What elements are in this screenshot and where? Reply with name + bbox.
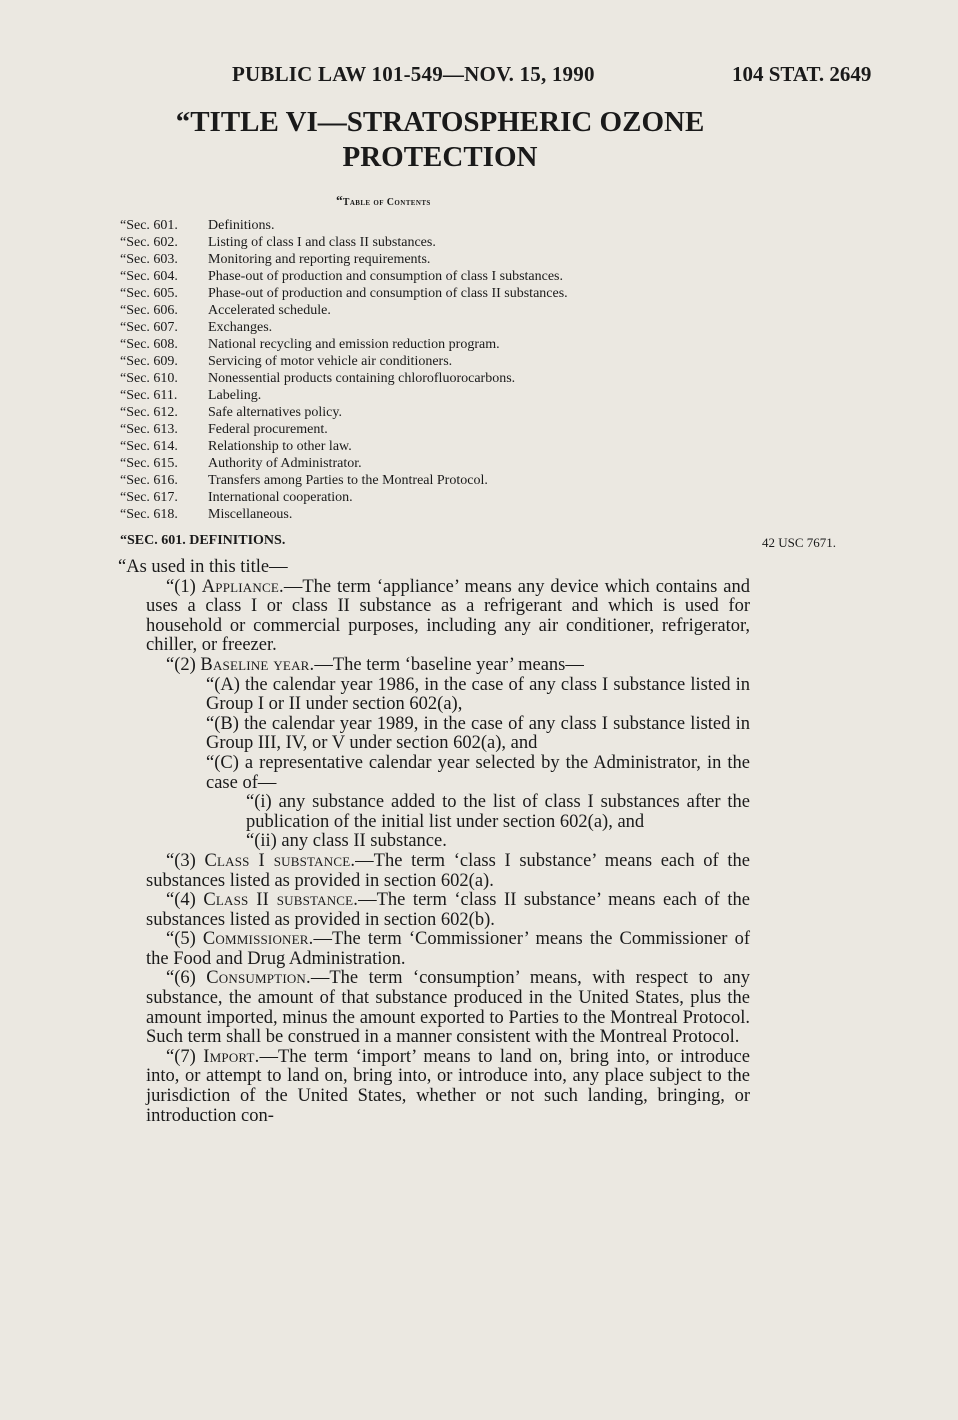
toc-entry [120,455,740,472]
definition-commissioner [146,930,750,969]
running-header-law: PUBLIC LAW 101-549—NOV. 15, 1990 [232,62,595,86]
toc-entry-label: Phase-out of production and consumption of class II substances. [208,286,568,301]
toc-entry-number: “Sec. 603. [120,252,178,267]
definitions-body [118,557,750,1126]
definition-text: —The term ‘appliance’ means any device which contains and uses a class I or class II substance as a refrigerant and which is used for household or commercial purposes, including any air conditioner, refrigerator, chiller, or freezer. [146,576,750,656]
clause-ii: “(ii) any class II substance. [246,831,447,852]
toc-entry-number: “Sec. 616. [120,473,178,488]
definition-term: Import. [203,1046,260,1067]
definition-text: —The term ‘import’ means to land on, bring into, or introduce into, or attempt to land on, bring into, or introduce into, any place subject to the jurisdiction of the United States, whether or not such landing, bringing, or introduction con- [146,1046,750,1126]
toc-entry-number: “Sec. 613. [120,422,178,437]
toc-entry-number: “Sec. 618. [120,507,178,522]
toc-entry-number: “Sec. 602. [120,235,178,250]
toc-heading [336,193,431,209]
toc-entry-label: Federal procurement. [208,422,328,437]
toc-entry-label: Listing of class I and class II substances. [208,235,436,250]
definition-number: “(6) [166,968,207,989]
running-header-stat: 104 STAT. 2649 [732,62,872,86]
toc-entry-label: Authority of Administrator. [208,456,362,471]
definition-text: —The term ‘Commissioner’ means the Commissioner of the Food and Drug Administration. [146,929,750,969]
definition-number: “(3) [166,850,205,871]
definition-class-i [146,852,750,891]
definition-text: —The term ‘class I substance’ means each of the substances listed as provided in section 602(a). [146,850,750,891]
toc-entry-label: Definitions. [208,218,275,233]
toc-entry [120,489,740,506]
toc-entry [120,421,740,438]
section-heading: “SEC. 601. DEFINITIONS. [120,533,286,548]
toc-entry [120,268,740,285]
table-of-contents [120,217,740,523]
clause-i: “(i) any substance added to the list of class I substances after the publication of the initial list under section 602(a), and [246,792,750,832]
definition-term: Class I substance. [204,850,356,871]
toc-entry-number: “Sec. 604. [120,269,178,284]
title-heading [160,105,720,175]
toc-entry-number: “Sec. 608. [120,337,178,352]
toc-entry [120,234,740,251]
toc-entry-number: “Sec. 601. [120,218,178,233]
toc-heading-text: Table of Contents [342,197,431,208]
usc-margin-note: 42 USC 7671. [762,535,837,550]
toc-entry [120,285,740,302]
definition-baseline-year [146,656,750,676]
toc-entry [120,506,740,523]
toc-entry [120,353,740,370]
subparagraph-c: “(C) a representative calendar year selected by the Administrator, in the case of— [206,752,750,793]
definition-number: “(5) [166,929,203,950]
toc-entry-label: Relationship to other law. [208,439,352,454]
definition-text: —The term ‘consumption’ means, with respect to any substance, the amount of that substance produced in the United States, plus the amount imported, minus the amount exported to Parties to the Montreal Protocol. Such term shall be construed in a manner consistent with the Montreal Protocol. [146,968,750,1048]
toc-entry-number: “Sec. 606. [120,303,178,318]
toc-entry-label: Accelerated schedule. [208,303,331,318]
definition-class-ii [146,891,750,930]
definition-term: Baseline year. [200,654,315,675]
toc-entry-label: International cooperation. [208,490,353,505]
definition-appliance [146,578,750,656]
toc-entry-label: Phase-out of production and consumption of class I substances. [208,269,563,284]
toc-entry-label: Labeling. [208,388,262,403]
toc-entry-number: “Sec. 617. [120,490,178,505]
definition-number: “(2) [166,654,201,675]
toc-entry [120,336,740,353]
toc-entry-label: Servicing of motor vehicle air conditioners. [208,354,453,369]
definition-consumption [146,969,750,1047]
toc-entry-number: “Sec. 607. [120,320,178,335]
definition-number: “(1) [166,576,202,597]
toc-entry-label: Exchanges. [208,320,273,335]
definition-text: —The term ‘class II substance’ means each of the substances listed as provided in section 602(b). [146,890,750,930]
definition-term: Appliance. [201,576,284,597]
toc-entry [120,370,740,387]
subparagraph-a: “(A) the calendar year 1986, in the case of any class I substance listed in Group I or II under section 602(a), [206,674,750,715]
definition-number: “(4) [166,890,204,911]
definition-import [146,1048,750,1126]
definition-term: Class II substance. [203,890,359,911]
toc-heading-quote: “ [336,193,343,208]
toc-entry-number: “Sec. 610. [120,371,178,386]
definition-term: Commissioner. [202,929,314,950]
toc-entry [120,319,740,336]
toc-entry-label: National recycling and emission reduction program. [208,337,500,352]
subparagraph-b: “(B) the calendar year 1989, in the case of any class I substance listed in Group III, IV, or V under section 602(a), and [206,713,750,754]
definition-term: Consumption. [206,968,311,989]
toc-entry-label: Miscellaneous. [208,507,293,522]
toc-entry [120,387,740,404]
definition-number: “(7) [166,1046,204,1067]
toc-entry-number: “Sec. 609. [120,354,178,369]
toc-entry-number: “Sec. 612. [120,405,178,420]
toc-entry [120,438,740,455]
toc-entry-number: “Sec. 605. [120,286,178,301]
toc-entry [120,404,740,421]
toc-entry-label: Safe alternatives policy. [208,405,342,420]
toc-entry-number: “Sec. 615. [120,456,178,471]
title-line-2: PROTECTION [342,141,538,173]
definition-text: —The term ‘baseline year’ means— [314,654,584,675]
intro-line: “As used in this title— [118,557,288,577]
toc-entry-label: Nonessential products containing chlorofluorocarbons. [208,371,516,386]
toc-entry [120,251,740,268]
toc-entry-number: “Sec. 614. [120,439,178,454]
title-line-1: “TITLE VI—STRATOSPHERIC OZONE [175,106,705,138]
toc-entry-label: Transfers among Parties to the Montreal Protocol. [208,473,488,488]
toc-entry-number: “Sec. 611. [120,388,178,403]
toc-entry [120,302,740,319]
toc-entry [120,217,740,234]
toc-entry-label: Monitoring and reporting requirements. [208,252,431,267]
toc-entry [120,472,740,489]
